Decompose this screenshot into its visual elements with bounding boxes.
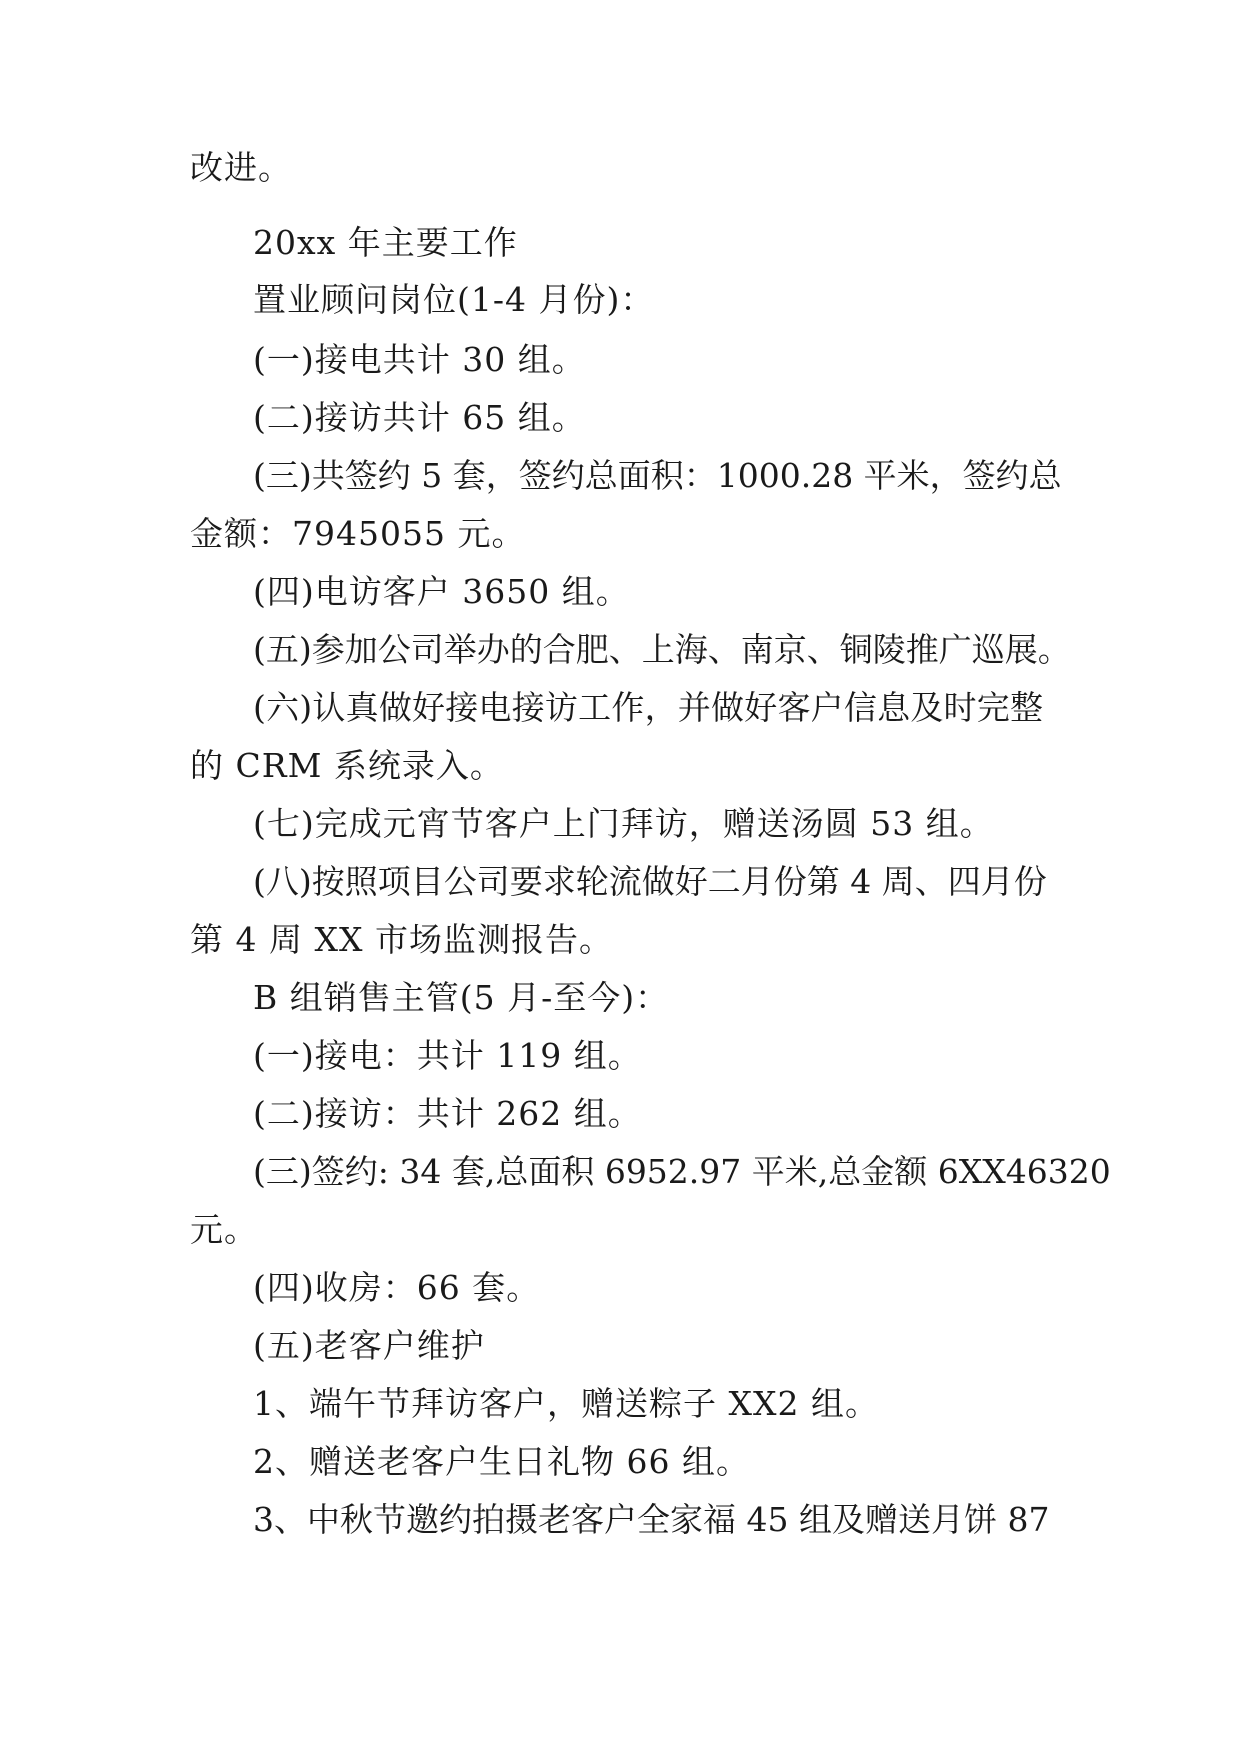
text-line: 第 4 周 XX 市场监测报告。 [190,920,613,959]
text-line: 的 CRM 系统录入。 [190,746,504,785]
list-item: (六)认真做好接电接访工作，并做好客户信息及时完整 [253,688,1043,727]
text-line: 改进。 [190,148,292,187]
list-item: (四)收房：66 套。 [253,1268,541,1307]
list-item: 3、中秋节邀约拍摄老客户全家福 45 组及赠送月饼 87 [253,1500,1050,1539]
list-item: (五)老客户维护 [253,1326,485,1365]
list-item: (五)参加公司举办的合肥、上海、南京、铜陵推广巡展。 [253,630,1071,669]
list-item: (一)接电：共计 119 组。 [253,1036,642,1075]
list-item: (三)签约: 34 套,总面积 6952.97 平米,总金额 6XX46320 [253,1152,1111,1191]
subsection-heading: B 组销售主管(5 月-至今)： [253,978,670,1017]
list-item: (七)完成元宵节客户上门拜访，赠送汤圆 53 组。 [253,804,994,843]
section-heading: 20xx 年主要工作 [253,223,518,262]
list-item: (二)接访：共计 262 组。 [253,1094,642,1133]
list-item: (二)接访共计 65 组。 [253,398,586,437]
list-item: (八)按照项目公司要求轮流做好二月份第 4 周、四月份 [253,862,1047,901]
text-line: 金额：7945055 元。 [190,514,526,553]
list-item: (四)电访客户 3650 组。 [253,572,630,611]
text-line: 元。 [190,1210,258,1249]
list-item: (三)共签约 5 套，签约总面积：1000.28 平米，签约总 [253,456,1062,495]
list-item: (一)接电共计 30 组。 [253,340,586,379]
subsection-heading: 置业顾问岗位(1-4 月份)： [253,280,655,319]
list-item: 1、端午节拜访客户，赠送粽子 XX2 组。 [253,1384,879,1423]
list-item: 2、赠送老客户生日礼物 66 组。 [253,1442,750,1481]
